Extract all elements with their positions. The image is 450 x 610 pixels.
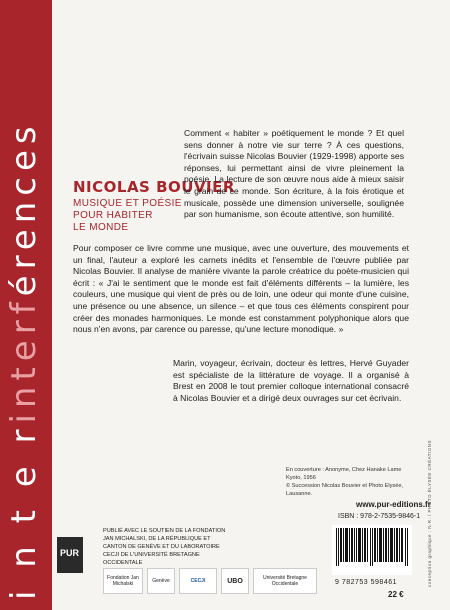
series-name [4,120,44,600]
author-title: NICOLAS BOUVIER [73,178,235,196]
series-part2: érences [4,120,44,297]
subtitle-line-2: POUR HABITER [73,210,153,221]
logo-fondation-michalski: Fondation Jan Michalski [103,568,143,594]
paragraph-author-bio: Marin, voyageur, écrivain, docteur ès lettres, Hervé Guyader est spécialiste de la littérature de voyage. Il a organisé à Brest en 2008 le tout premier colloque international consacré à Nicolas Bouvier et a dirigé deux ouvrages sur cet écrivain. [173,358,409,403]
publisher-logo-text: PUR [60,548,80,558]
barcode-number: 9 782753 598461 [335,579,397,586]
paragraph-composition: Pour composer ce livre comme une musique, avec une ouverture, des mouvements et un final, l'auteur a exploré les carnets inédits et l'ensemble de l'œuvre publiée par Nicolas Bouvier. Il analyse de manière vivante la parole créatrice du poète-musicien qui écrit : « J'ai le sentiment que le monde est fait d'éléments différents – la lumière, les couleurs, une musique qui vient de près ou de loin, une odeur qui monte d'une cuisine, une présence ou une absence, un silence – et que tous ces éléments conspirent pour créer des monades harmoniques. Le monde est constamment polyphonique alors que nous n'en avons, par carence ou paresse, qu'une lecture monodique. » [73,243,409,335]
series-spine [0,0,52,610]
credit-line-2: © Succession Nicolas Bouvier et Photo Elysée, Lausanne. [286,483,403,497]
subtitle-line-3: LE MONDE [73,222,129,233]
logo-universite-bretagne: Université Bretagne Occidentale [253,568,317,594]
paragraph-intro: Comment « habiter » poétiquement le monde ? Et quel sens donner à notre vie sur terre ? À ces questions, l'écrivain suisse Nicolas Bouvier (1929-1998) apporte ses réponses, lui permettant ainsi de vivre pleinement la poésie. La lecture de son œuvre nous aide à mieux saisir le grain de ce monde. Son écriture, à la fois érotique et musicale, possède une dimension universelle, soulignée par son humanisme, son écoute attentive, son humilité. [184,128,404,220]
logo-ubo: UBO [221,568,249,594]
subtitle-line-1: MUSIQUE ET POÉSIE [73,198,182,209]
publisher-logo [57,537,83,573]
price: 22 € [388,590,404,599]
credit-line-1: En couverture : Anonyme, Chez Hanake Lame Kyoto, 1956 [286,467,402,481]
barcode [332,525,412,575]
partner-logos [103,568,328,596]
publisher-website: www.pur-editions.fr [356,500,431,509]
support-notice: PUBLIÉ AVEC LE SOUTIEN DE LA FONDATION JAN MICHALSKI, DE LA RÉPUBLIQUE ET CANTON DE GENÈVE ET DU LABORATOIRE CECJI DE L'UNIVERSITÉ BRETAGNE OCCIDENTALE [103,528,226,566]
series-prefix: i n t e r [4,423,44,600]
isbn: ISBN : 978-2-7535-9846-1 [338,513,421,520]
logo-cecji: CECJI [179,568,217,594]
design-credit: conception graphique : N.R. / PHOTO ÉLYSÉE CRÉATIONS [427,439,432,587]
barcode-icon [336,528,408,566]
cover-credits [286,466,414,498]
logo-geneve: Genève [147,568,175,594]
series-part1: interf [4,296,44,424]
book-subtitle [73,198,182,234]
